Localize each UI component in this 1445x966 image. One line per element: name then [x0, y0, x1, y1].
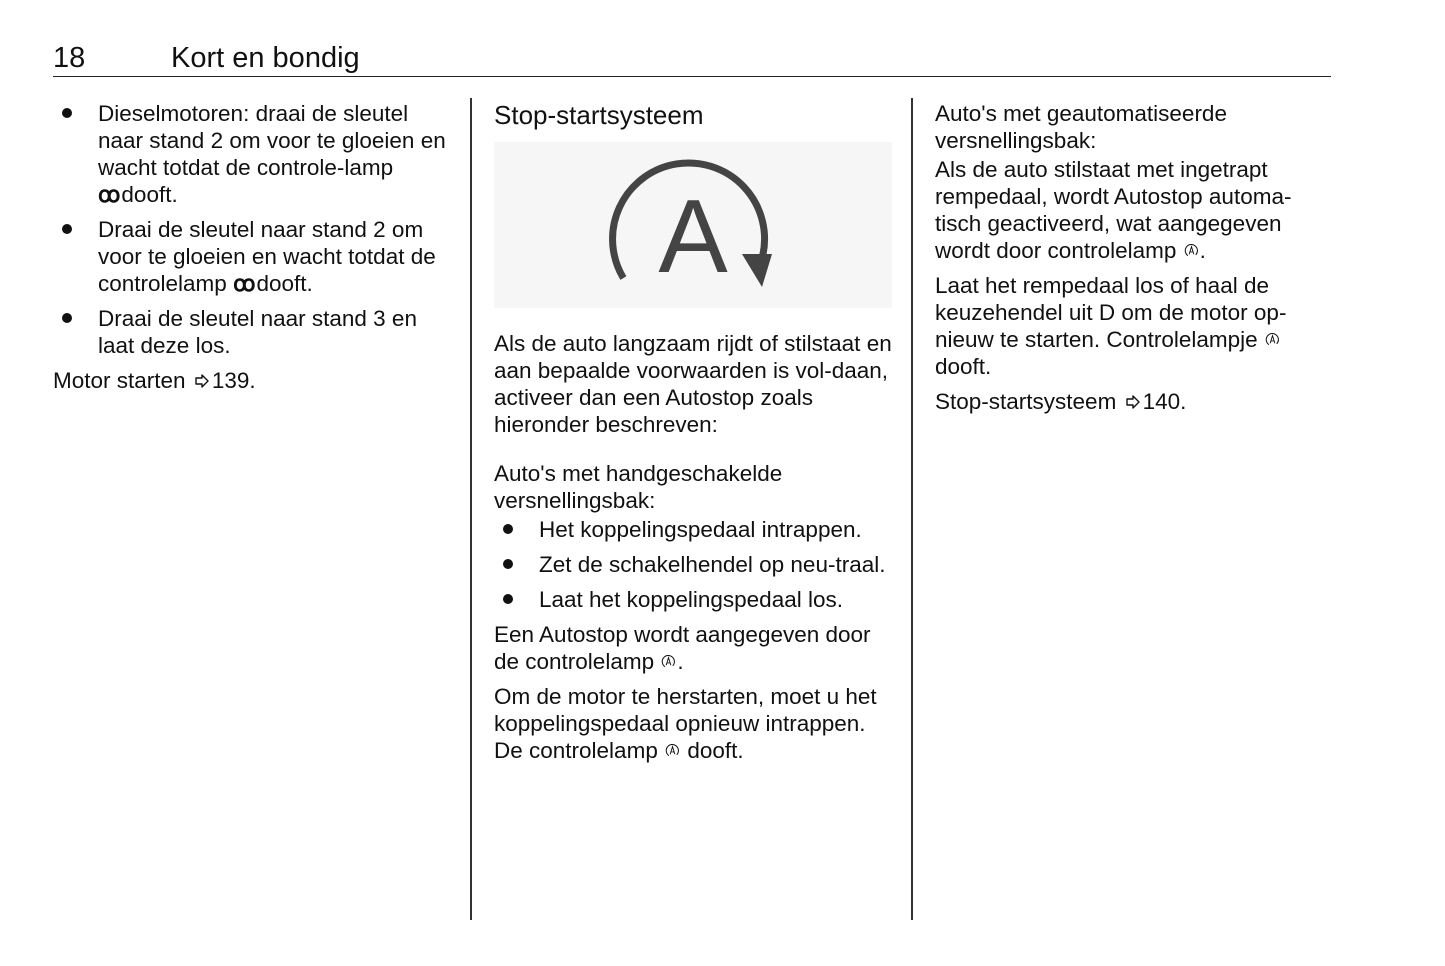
autostop-lamp-icon	[661, 654, 676, 669]
autostop-lamp-icon	[1184, 243, 1199, 258]
glow-plug-icon: ꝏ	[233, 271, 253, 296]
glow-plug-icon: ꝏ	[98, 182, 118, 207]
cross-reference[interactable]: Motor starten 139.	[53, 368, 256, 393]
bullet-icon	[62, 313, 72, 323]
autostop-lamp-icon	[665, 743, 680, 758]
section-heading: Stop-startsysteem	[494, 100, 704, 130]
list-item: Dieselmotoren: draai de sleutel naar stand 2 om voor te gloeien en wacht totdat de controle-lamp ꝏ dooft.	[53, 100, 453, 208]
release-paragraph: Laat het rempedaal los of haal de keuzehendel uit D om de motor op-nieuw te starten. Controlelampje dooft.	[935, 273, 1287, 379]
bullet-icon	[503, 524, 513, 534]
chapter-title: Kort en bondig	[171, 42, 360, 74]
bullet-icon	[503, 559, 513, 569]
automatic-heading: Auto's met geautomatiseerde versnellingsbak:	[935, 101, 1227, 153]
list-item: Zet de schakelhendel op neu-traal.	[494, 551, 894, 578]
autostop-lamp-icon	[1265, 332, 1280, 347]
column-3	[935, 100, 1325, 423]
column-divider	[911, 98, 913, 920]
automatic-paragraph: Als de auto stilstaat met ingetrapt rempedaal, wordt Autostop automa-tisch geactiveerd, wat aangegeven wordt door controlelamp .	[935, 157, 1292, 263]
column-divider	[470, 98, 472, 920]
list-item: Het koppelingspedaal intrappen.	[494, 516, 894, 543]
list-item: Laat het koppelingspedaal los.	[494, 586, 894, 613]
page-header	[53, 40, 1331, 77]
list-item: Draai de sleutel naar stand 2 om voor te gloeien en wacht totdat de controlelamp ꝏ dooft.	[53, 216, 453, 297]
figure-letter: A	[658, 179, 728, 295]
manual-heading: Auto's met handgeschakelde versnellingsbak:	[494, 461, 783, 513]
page-number: 18	[53, 42, 86, 74]
arrow-reference-icon	[194, 373, 210, 389]
bullet-icon	[503, 594, 513, 604]
bullet-icon	[62, 108, 72, 118]
bullet-icon	[62, 224, 72, 234]
restart-paragraph: Om de motor te herstarten, moet u het koppelingspedaal opnieuw intrappen. De controlelamp dooft.	[494, 684, 877, 763]
list-item: Draai de sleutel naar stand 3 en laat deze los.	[53, 305, 453, 359]
column-2	[494, 100, 894, 772]
cross-reference[interactable]: Stop-startsysteem 140.	[935, 389, 1187, 414]
column-1	[53, 100, 453, 402]
arrow-reference-icon	[1125, 394, 1141, 410]
autostop-figure	[494, 142, 892, 308]
intro-paragraph: Als de auto langzaam rijdt of stilstaat en aan bepaalde voorwaarden is vol-daan, activeer dan een Autostop zoals hieronder beschreven:	[494, 331, 892, 437]
indicated-paragraph: Een Autostop wordt aangegeven door de controlelamp .	[494, 622, 871, 674]
autostop-symbol-icon	[494, 142, 892, 308]
